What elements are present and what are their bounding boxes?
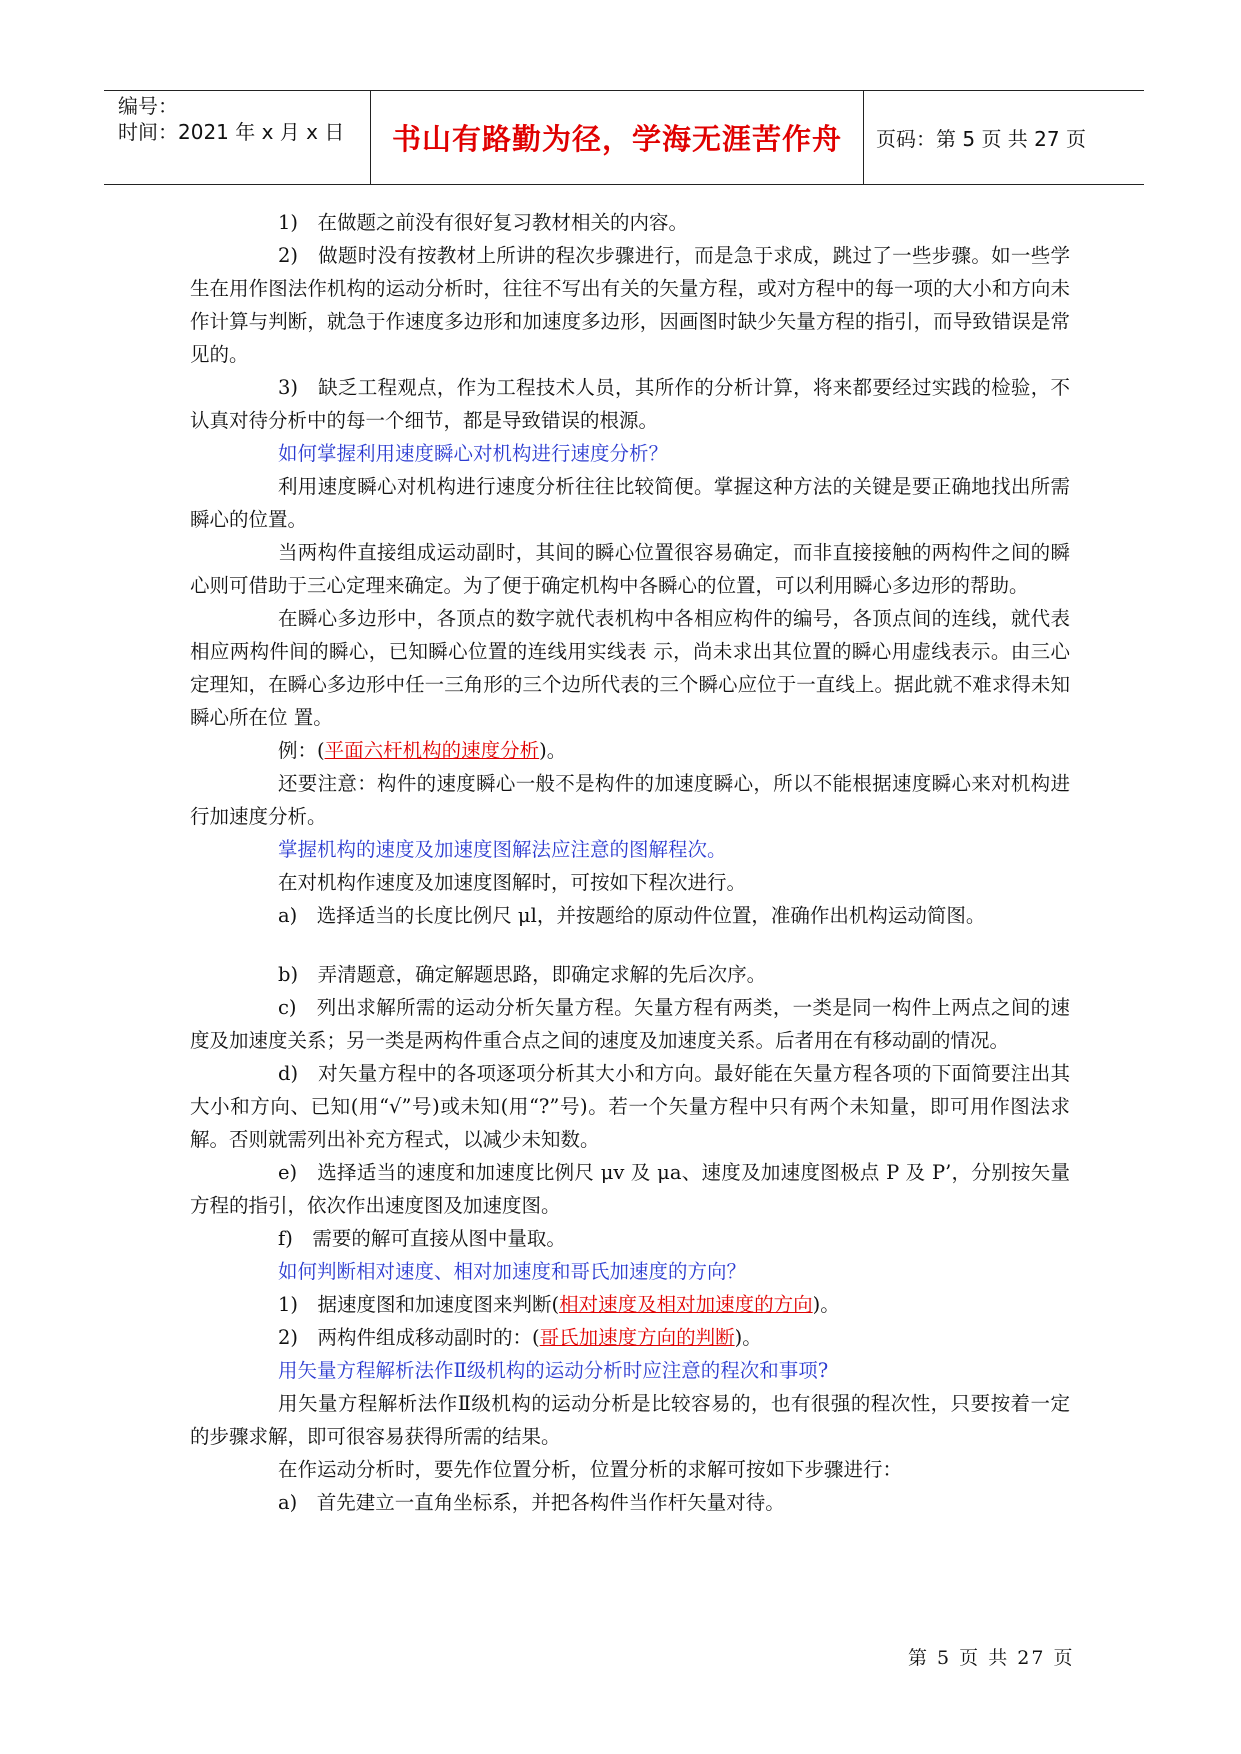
document-number-label: 编号： <box>118 94 178 118</box>
example-prefix: 例：( <box>278 739 325 762</box>
question-heading: 如何掌握利用速度瞬心对机构进行速度分析？ <box>278 442 669 465</box>
list-item: c) 列出求解所需的运动分析矢量方程。矢量方程有两类，一类是同一构件上两点之间的速度及加速度关系；另一类是两构件重合点之间的速度及加速度关系。后者用在有移动副的情况。 <box>190 996 1070 1052</box>
paragraph: 用矢量方程解析法作Ⅱ级机构的运动分析是比较容易的，也有很强的程次性，只要按着一定的步骤求解，即可很容易获得所需的结果。 <box>190 1392 1070 1448</box>
example-link[interactable]: 平面六杆机构的速度分析 <box>324 739 540 762</box>
header-meta <box>104 91 370 184</box>
list-item: a) 首先建立一直角坐标系，并把各构件当作杆矢量对待。 <box>278 1491 785 1514</box>
list-item <box>190 1288 1070 1321</box>
list-item <box>190 1321 1070 1354</box>
paragraph: 利用速度瞬心对机构进行速度分析往往比较简便。掌握这种方法的关键是要正确地找出所需瞬心的位置。 <box>190 475 1070 531</box>
relative-velocity-link[interactable]: 相对速度及相对加速度的方向 <box>559 1293 813 1316</box>
item-prefix: 1) 据速度图和加速度图来判断( <box>278 1293 560 1316</box>
paragraph: 在对机构作速度及加速度图解时，可按如下程次进行。 <box>278 871 747 894</box>
paragraph: 2) 做题时没有按教材上所讲的程次步骤进行，而是急于求成，跳过了一些步骤。如一些学生在用作图法作机构的运动分析时，往往不写出有关的矢量方程，或对方程中的每一项的大小和方向未作计算与判断，就急于作速度多边形和加速度多边形，因画图时缺少矢量方程的指引，而导致错误是常见的。 <box>190 244 1070 366</box>
list-item: a) 选择适当的长度比例尺 μl，并按题给的原动件位置，准确作出机构运动简图。 <box>278 904 986 927</box>
page-footer: 第 5 页 共 27 页 <box>908 1647 1075 1669</box>
example-suffix: )。 <box>539 739 567 762</box>
list-item: d) 对矢量方程中的各项逐项分析其大小和方向。最好能在矢量方程各项的下面简要注出其大小和方向、已知(用“√”号)或未知(用“?”号)。若一个矢量方程中只有两个未知量，即可用作图法求解。否则就需列出补充方程式，以减少未知数。 <box>190 1062 1070 1151</box>
list-item: b) 弄清题意，确定解题思路，即确定求解的先后次序。 <box>278 963 767 986</box>
paragraph: 3) 缺乏工程观点，作为工程技术人员，其所作的分析计算，将来都要经过实践的检验，不认真对待分析中的每一个细节，都是导致错误的根源。 <box>190 376 1070 432</box>
document-body <box>190 206 1070 1519</box>
paragraph: 1) 在做题之前没有很好复习教材相关的内容。 <box>278 211 689 234</box>
header-page-number: 页码：第 5 页 共 27 页 <box>876 127 1086 151</box>
list-item: f) 需要的解可直接从图中量取。 <box>278 1227 566 1250</box>
page-header <box>104 90 1144 185</box>
paragraph: 在作运动分析时，要先作位置分析，位置分析的求解可按如下步骤进行： <box>278 1458 903 1481</box>
item-prefix: 2) 两构件组成移动副时的：( <box>278 1326 540 1349</box>
paragraph: 当两构件直接组成运动副时，其间的瞬心位置很容易确定，而非直接接触的两构件之间的瞬心则可借助于三心定理来确定。为了便于确定机构中各瞬心的位置，可以利用瞬心多边形的帮助。 <box>190 541 1070 597</box>
example-paragraph <box>190 734 1070 767</box>
coriolis-acceleration-link[interactable]: 哥氏加速度方向的判断 <box>539 1326 735 1349</box>
question-heading: 掌握机构的速度及加速度图解法应注意的图解程次。 <box>278 838 727 861</box>
question-heading: 用矢量方程解析法作Ⅱ级机构的运动分析时应注意的程次和事项? <box>278 1359 829 1382</box>
item-suffix: )。 <box>734 1326 762 1349</box>
paragraph: 还要注意：构件的速度瞬心一般不是构件的加速度瞬心，所以不能根据速度瞬心来对机构进行加速度分析。 <box>190 772 1070 828</box>
spacer <box>190 932 1070 958</box>
paragraph: 在瞬心多边形中，各顶点的数字就代表机构中各相应构件的编号，各顶点间的连线，就代表相应两构件间的瞬心，已知瞬心位置的连线用实线表 示，尚未求出其位置的瞬心用虚线表示。由三心定理知，在瞬心多边形中任一三角形的三个边所代表的三个瞬心应位于一直线上。据此就不难求得未知瞬心所在位 置。 <box>190 607 1070 729</box>
document-time-label: 时间：2021 年 x 月 x 日 <box>118 120 345 144</box>
list-item: e) 选择适当的速度和加速度比例尺 μv 及 μa、速度及加速度图极点 P 及 P’，分别按矢量方程的指引，依次作出速度图及加速度图。 <box>190 1161 1070 1217</box>
header-motto-cell <box>370 91 864 184</box>
header-motto: 书山有路勤为径，学海无涯苦作舟 <box>391 122 842 156</box>
item-suffix: )。 <box>812 1293 840 1316</box>
question-heading: 如何判断相对速度、相对加速度和哥氏加速度的方向？ <box>278 1260 747 1283</box>
